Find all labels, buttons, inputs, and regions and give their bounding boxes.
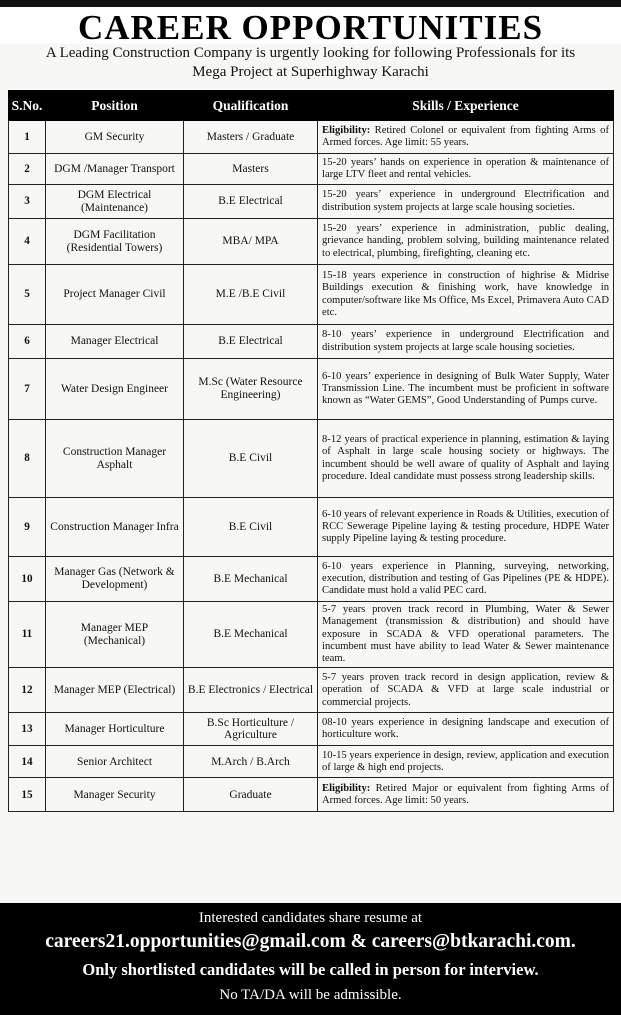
position-cell: DGM Electrical (Maintenance)	[46, 185, 184, 219]
skills-text: 6-10 years’ experience in designing of Bulk Water Supply, Water Transmission Line. The incumbent must be proficient in software known as “Water GEMS”, Good Understanding of Pumps curve.	[322, 370, 609, 407]
position-cell: GM Security	[46, 121, 184, 154]
position-cell: Manager Gas (Network & Development)	[46, 557, 184, 602]
position-cell: Project Manager Civil	[46, 265, 184, 325]
skills-cell	[318, 746, 614, 778]
skills-text: Retired Colonel or equivalent from fighting Arms of Armed forces. Age limit: 55 years.	[322, 124, 609, 148]
table-row	[9, 219, 614, 265]
email-link-2[interactable]: careers@btkarachi.com.	[371, 931, 576, 952]
footer-emails	[0, 930, 621, 954]
skills-text: 8-12 years of practical experience in planning, estimation & laying of Asphalt in large scale housing society or highways. The incumbent should be well aware of quality of Asphalt and laying procedure. Ideal candidate must possess strong leadership skills.	[322, 433, 609, 482]
skills-text: Retired Major or equivalent from fighting Arms of Armed forces. Age limit: 50 years.	[322, 782, 609, 806]
row-number: 3	[9, 185, 46, 219]
qualification-cell: Graduate	[184, 778, 318, 812]
skills-text: 08-10 years experience in designing landscape and execution of horticulture work.	[322, 717, 609, 741]
skills-text: 6-10 years of relevant experience in Roads & Utilities, execution of RCC Sewerage Pipeline laying & testing procedure, HDPE Water supply Pipeline laying & testing procedure.	[322, 508, 609, 545]
qualification-cell: B.E Civil	[184, 420, 318, 498]
qualification-cell: B.E Mechanical	[184, 557, 318, 602]
skills-cell	[318, 121, 614, 154]
position-cell: Construction Manager Asphalt	[46, 420, 184, 498]
skills-cell	[318, 668, 614, 713]
email-link-1[interactable]: careers21.opportunities@gmail.com	[45, 931, 346, 952]
row-number: 2	[9, 154, 46, 185]
skills-text: 15-20 years’ hands on experience in operation & maintenance of large LTV fleet and rental vehicles.	[322, 156, 609, 180]
row-number: 10	[9, 557, 46, 602]
skills-cell	[318, 359, 614, 420]
skills-cell	[318, 420, 614, 498]
intro-text	[10, 44, 611, 82]
skills-cell	[318, 498, 614, 557]
position-cell: Senior Architect	[46, 746, 184, 778]
position-cell: Manager MEP (Mechanical)	[46, 602, 184, 668]
skills-text: 10-15 years experience in design, review, application and execution of large & high end projects.	[322, 749, 609, 773]
skills-text: 8-10 years’ experience in underground Electrification and distribution system projects at large scale housing societies.	[322, 329, 609, 353]
qualification-cell: B.E Electrical	[184, 325, 318, 359]
qualification-cell: B.E Electrical	[184, 185, 318, 219]
top-border	[0, 0, 621, 7]
eligibility-label: Eligibility:	[322, 782, 371, 794]
position-cell: Manager MEP (Electrical)	[46, 668, 184, 713]
positions-table	[8, 90, 614, 812]
intro-line-1: A Leading Construction Company is urgently looking for following Professionals for its	[45, 45, 576, 61]
skills-cell	[318, 602, 614, 668]
position-cell: DGM Facilitation (Residential Towers)	[46, 219, 184, 265]
position-cell: Manager Electrical	[46, 325, 184, 359]
skills-text: 15-20 years’ experience in underground Electrification and distribution system projects at large scale housing societies.	[322, 189, 609, 213]
qualification-cell: B.Sc Horticulture / Agriculture	[184, 713, 318, 746]
table-row	[9, 746, 614, 778]
eligibility-label: Eligibility:	[322, 124, 371, 136]
qualification-cell: Masters	[184, 154, 318, 185]
footer-tada-note: No TA/DA will be admissible.	[219, 987, 402, 1003]
column-header-skills: Skills / Experience	[318, 91, 614, 121]
footer-instruction: Interested candidates share resume at	[198, 910, 423, 926]
skills-cell	[318, 778, 614, 812]
table-row	[9, 498, 614, 557]
row-number: 13	[9, 713, 46, 746]
table-row	[9, 420, 614, 498]
intro-line-2: Mega Project at Superhighway Karachi	[192, 64, 429, 80]
row-number: 9	[9, 498, 46, 557]
row-number: 8	[9, 420, 46, 498]
skills-cell	[318, 219, 614, 265]
table-row	[9, 154, 614, 185]
qualification-cell: B.E Civil	[184, 498, 318, 557]
table-row	[9, 778, 614, 812]
table-row	[9, 359, 614, 420]
skills-cell	[318, 185, 614, 219]
position-cell: Manager Horticulture	[46, 713, 184, 746]
table-row	[9, 602, 614, 668]
title-banner	[0, 7, 621, 47]
qualification-cell: M.Arch / B.Arch	[184, 746, 318, 778]
column-header-position: Position	[46, 91, 184, 121]
skills-text: 15-20 years’ experience in administration, public dealing, grievance handing, problem solving, building maintenance related to electrical, plumbing, firefighting, cleaning etc.	[322, 223, 609, 259]
qualification-cell: Masters / Graduate	[184, 121, 318, 154]
skills-cell	[318, 557, 614, 602]
table-row	[9, 668, 614, 713]
position-cell: DGM /Manager Transport	[46, 154, 184, 185]
skills-text: 5-7 years proven track record in Plumbing, Water & Sewer Management (transmission & distribution) and should have exposure in SCADA & VFD operational parameters. The incumbent must have ability to lead Water & Sewer maintenance team.	[322, 604, 609, 665]
table-row	[9, 121, 614, 154]
row-number: 5	[9, 265, 46, 325]
qualification-cell: B.E Electronics / Electrical	[184, 668, 318, 713]
skills-text: 5-7 years proven track record in design application, review & operation of SCADA & VFD at large scale industrial or commercial projects.	[322, 672, 609, 708]
table-row	[9, 265, 614, 325]
position-cell: Construction Manager Infra	[46, 498, 184, 557]
footer-shortlist-note: Only shortlisted candidates will be called in person for interview.	[82, 960, 539, 979]
row-number: 15	[9, 778, 46, 812]
row-number: 7	[9, 359, 46, 420]
table-row	[9, 325, 614, 359]
skills-text: 6-10 years experience in Planning, surveying, networking, execution, distribution and testing of Gas Pipelines (PE & HDPE). Candidate must hold a valid PEC card.	[322, 560, 609, 597]
email-joiner: &	[350, 931, 367, 952]
column-header-qualification: Qualification	[184, 91, 318, 121]
page-title: CAREER OPPORTUNITIES	[77, 8, 544, 47]
position-cell: Water Design Engineer	[46, 359, 184, 420]
row-number: 6	[9, 325, 46, 359]
table-row	[9, 713, 614, 746]
qualification-cell: M.Sc (Water Resource Engineering)	[184, 359, 318, 420]
table-row	[9, 185, 614, 219]
column-header-sno: S.No.	[9, 91, 46, 121]
table-row	[9, 557, 614, 602]
table-header-row	[9, 91, 614, 121]
footer-banner	[0, 903, 621, 1015]
table-body	[9, 121, 614, 812]
skills-cell	[318, 265, 614, 325]
row-number: 4	[9, 219, 46, 265]
skills-cell	[318, 154, 614, 185]
row-number: 12	[9, 668, 46, 713]
qualification-cell: B.E Mechanical	[184, 602, 318, 668]
qualification-cell: M.E /B.E Civil	[184, 265, 318, 325]
row-number: 14	[9, 746, 46, 778]
row-number: 1	[9, 121, 46, 154]
row-number: 11	[9, 602, 46, 668]
skills-cell	[318, 325, 614, 359]
skills-cell	[318, 713, 614, 746]
skills-text: 15-18 years experience in construction of highrise & Midrise Buildings execution & finishing work, have knowledge in computer/software like Ms Office, Ms Excel, Primavera Auto CAD etc.	[322, 269, 609, 318]
qualification-cell: MBA/ MPA	[184, 219, 318, 265]
position-cell: Manager Security	[46, 778, 184, 812]
